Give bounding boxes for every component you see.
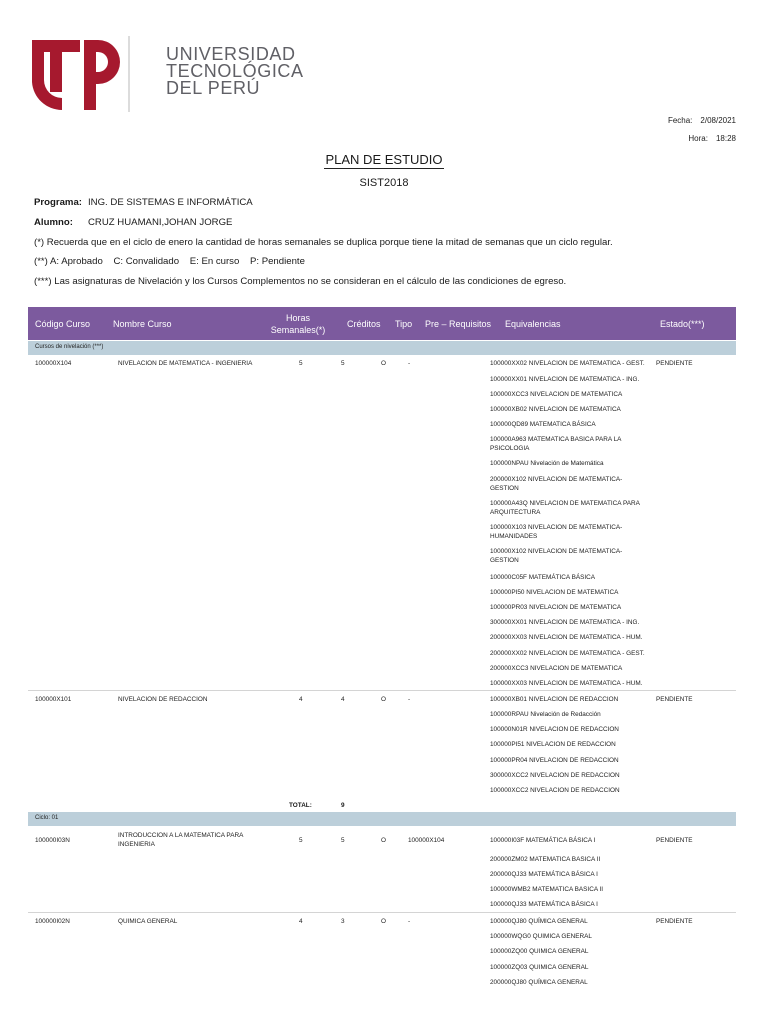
course-name: INTRODUCCION A LA MATEMATICA PARA INGENIERIA bbox=[118, 832, 243, 848]
hora-value: 18:28 bbox=[715, 134, 736, 143]
row-divider bbox=[28, 912, 736, 913]
course-code: 100000X101 bbox=[35, 696, 72, 703]
course-status: PENDIENTE bbox=[656, 918, 693, 925]
equivalence-item: 200000X102 NIVELACION DE MATEMATICA-GESTION bbox=[490, 476, 623, 492]
equivalence-item: 100000XCC2 NIVELACION DE REDACCION bbox=[490, 787, 620, 794]
programa-row bbox=[34, 197, 253, 208]
alumno-value: CRUZ HUAMANI,JOHAN JORGE bbox=[88, 217, 233, 228]
course-type: O bbox=[381, 696, 386, 703]
equivalence-item: 100000XX02 NIVELACION DE MATEMATICA - GEST. bbox=[490, 360, 645, 367]
equivalence-item: 100000WQG0 QUIMICA GENERAL bbox=[490, 933, 592, 940]
equivalence-item: 100000WMB2 MATEMATICA BASICA II bbox=[490, 886, 604, 893]
equivalence-item: 100000PR03 NIVELACION DE MATEMATICA bbox=[490, 604, 622, 611]
equivalence-item: 100000XB01 NIVELACION DE REDACCION bbox=[490, 696, 619, 703]
course-credits: 5 bbox=[341, 837, 345, 844]
col-creditos: Créditos bbox=[347, 318, 381, 329]
page-title bbox=[0, 152, 768, 167]
course-status: PENDIENTE bbox=[656, 837, 693, 844]
col-estado: Estado(***) bbox=[660, 318, 705, 329]
university-name bbox=[166, 46, 304, 97]
course-credits: 4 bbox=[341, 696, 345, 703]
programa-label: Programa: bbox=[34, 197, 82, 208]
equivalence-item: 100000X102 NIVELACION DE MATEMATICA-GESTION bbox=[490, 548, 623, 564]
course-status: PENDIENTE bbox=[656, 360, 693, 367]
page-title-text: PLAN DE ESTUDIO bbox=[325, 152, 443, 167]
equivalence-item: 100000XB02 NIVELACION DE MATEMATICA bbox=[490, 406, 621, 413]
equivalence-item: 100000PI51 NIVELACION DE REDACCION bbox=[490, 741, 616, 748]
course-code: 100000I02N bbox=[35, 918, 70, 925]
row-divider bbox=[28, 690, 736, 691]
equivalence-item: 100000QJ80 QUÍMICA GENERAL bbox=[490, 918, 588, 925]
course-name: NIVELACION DE MATEMATICA - INGENIERIA bbox=[118, 360, 253, 367]
col-horas-line1: Horas bbox=[285, 312, 310, 323]
equivalence-item: 100000XCC3 NIVELACION DE MATEMATICA bbox=[490, 391, 623, 398]
course-credits: 3 bbox=[341, 918, 345, 925]
course-code: 100000X104 bbox=[35, 360, 72, 367]
equivalence-item: 100000XX01 NIVELACION DE MATEMATICA - ING. bbox=[490, 376, 640, 383]
course-hours: 5 bbox=[299, 360, 303, 367]
col-prerequisitos: Pre – Requisitos bbox=[425, 318, 492, 329]
equivalence-item: 100000C05F MATEMÁTICA BÁSICA bbox=[490, 574, 596, 581]
equivalence-item: 200000QJ80 QUÍMICA GENERAL bbox=[490, 979, 588, 986]
equivalence-item: 200000XCC3 NIVELACION DE MATEMATICA bbox=[490, 665, 623, 672]
course-type: O bbox=[381, 837, 386, 844]
equivalence-item: 100000X103 NIVELACION DE MATEMATICA-HUMANIDADES bbox=[490, 524, 623, 540]
equivalence-item: 100000ZQ00 QUIMICA GENERAL bbox=[490, 948, 589, 955]
equivalence-item: 300000XX01 NIVELACION DE MATEMATICA - ING. bbox=[490, 619, 640, 626]
table-header bbox=[28, 307, 736, 340]
equivalence-item: 200000ZM02 MATEMATICA BASICA II bbox=[490, 856, 601, 863]
hora-label: Hora: bbox=[688, 134, 708, 143]
equivalence-item: 100000N01R NIVELACION DE REDACCION bbox=[490, 726, 619, 733]
course-name: NIVELACION DE REDACCION bbox=[118, 696, 208, 703]
hora-row bbox=[688, 134, 736, 143]
university-name-line: DEL PERÚ bbox=[166, 78, 261, 98]
equivalence-item: 200000XX02 NIVELACION DE MATEMATICA - GEST. bbox=[490, 650, 645, 657]
col-nombre: Nombre Curso bbox=[113, 318, 172, 329]
course-hours: 4 bbox=[299, 918, 303, 925]
section-band-nivelacion bbox=[28, 341, 736, 355]
course-code: 100000I03N bbox=[35, 837, 70, 844]
note-hours: (*) Recuerda que en el ciclo de enero la cantidad de horas semanales se duplica porque tiene la mitad de semanas que un ciclo regular. bbox=[34, 237, 613, 248]
equivalence-item: 100000RPAU Nivelación de Redacción bbox=[490, 711, 601, 718]
equivalence-item: 100000QD89 MATEMATICA BÁSICA bbox=[490, 421, 596, 428]
equivalence-item: 100000A963 MATEMATICA BASICA PARA LA PSICOLOGIA bbox=[490, 436, 622, 452]
course-type: O bbox=[381, 360, 386, 367]
programa-value: ING. DE SISTEMAS E INFORMÁTICA bbox=[88, 197, 253, 208]
col-equivalencias: Equivalencias bbox=[505, 318, 561, 329]
section-band-label: Cursos de nivelación (***) bbox=[35, 344, 104, 350]
col-horas bbox=[266, 307, 330, 340]
equivalence-item: 200000QJ33 MATEMÁTICA BÁSICA I bbox=[490, 871, 598, 878]
university-name-line: UNIVERSIDAD bbox=[166, 44, 296, 64]
section-band-label: Ciclo: 01 bbox=[35, 815, 59, 821]
fecha-value: 2/08/2021 bbox=[700, 116, 736, 125]
equivalence-item: 100000QJ33 MATEMÁTICA BÁSICA I bbox=[490, 901, 598, 908]
equivalence-item: 100000NPAU Nivelación de Matemática bbox=[490, 460, 604, 467]
col-tipo: Tipo bbox=[395, 318, 413, 329]
course-type: O bbox=[381, 918, 386, 925]
utp-logo-icon bbox=[28, 34, 148, 114]
equivalence-item: 100000PR04 NIVELACION DE REDACCION bbox=[490, 757, 619, 764]
note-exclusions: (***) Las asignaturas de Nivelación y los Cursos Complementos no se consideran en el cálculo de las condiciones de egreso. bbox=[34, 276, 567, 287]
total-label: TOTAL: bbox=[289, 802, 312, 809]
equivalence-item: 100000PI50 NIVELACION DE MATEMATICA bbox=[490, 589, 619, 596]
alumno-label: Alumno: bbox=[34, 217, 73, 228]
university-name-line: TECNOLÓGICA bbox=[166, 61, 304, 81]
fecha-row bbox=[668, 116, 736, 125]
equivalence-item: 100000XX03 NIVELACION DE MATEMATICA - HUM. bbox=[490, 680, 643, 687]
section-band-ciclo-01 bbox=[28, 812, 736, 826]
university-logo bbox=[28, 34, 304, 114]
col-horas-line2: Semanales(*) bbox=[270, 324, 326, 335]
course-status: PENDIENTE bbox=[656, 696, 693, 703]
course-name: QUIMICA GENERAL bbox=[118, 918, 178, 925]
equivalence-item: 100000ZQ03 QUIMICA GENERAL bbox=[490, 964, 589, 971]
equivalence-item: 100000I03F MATEMÁTICA BÁSICA I bbox=[490, 837, 596, 844]
total-credits: 9 bbox=[341, 802, 345, 809]
course-prereq: 100000X104 bbox=[408, 837, 445, 844]
fecha-label: Fecha: bbox=[667, 116, 693, 125]
course-credits: 5 bbox=[341, 360, 345, 367]
course-hours: 4 bbox=[299, 696, 303, 703]
plan-code: SIST2018 bbox=[359, 177, 409, 189]
course-hours: 5 bbox=[299, 837, 303, 844]
course-prereq: - bbox=[408, 360, 411, 367]
note-status-legend: (**) A: Aprobado C: Convalidado E: En curso P: Pendiente bbox=[34, 256, 305, 267]
equivalence-item: 100000A43Q NIVELACION DE MATEMATICA PARA ARQUITECTURA bbox=[490, 500, 640, 516]
course-prereq: - bbox=[408, 696, 411, 703]
equivalence-item: 200000XX03 NIVELACION DE MATEMATICA - HUM. bbox=[490, 634, 643, 641]
col-codigo: Código Curso bbox=[35, 318, 91, 329]
alumno-row bbox=[34, 217, 232, 228]
equivalence-item: 300000XCC2 NIVELACION DE REDACCION bbox=[490, 772, 620, 779]
course-prereq: - bbox=[408, 918, 411, 925]
